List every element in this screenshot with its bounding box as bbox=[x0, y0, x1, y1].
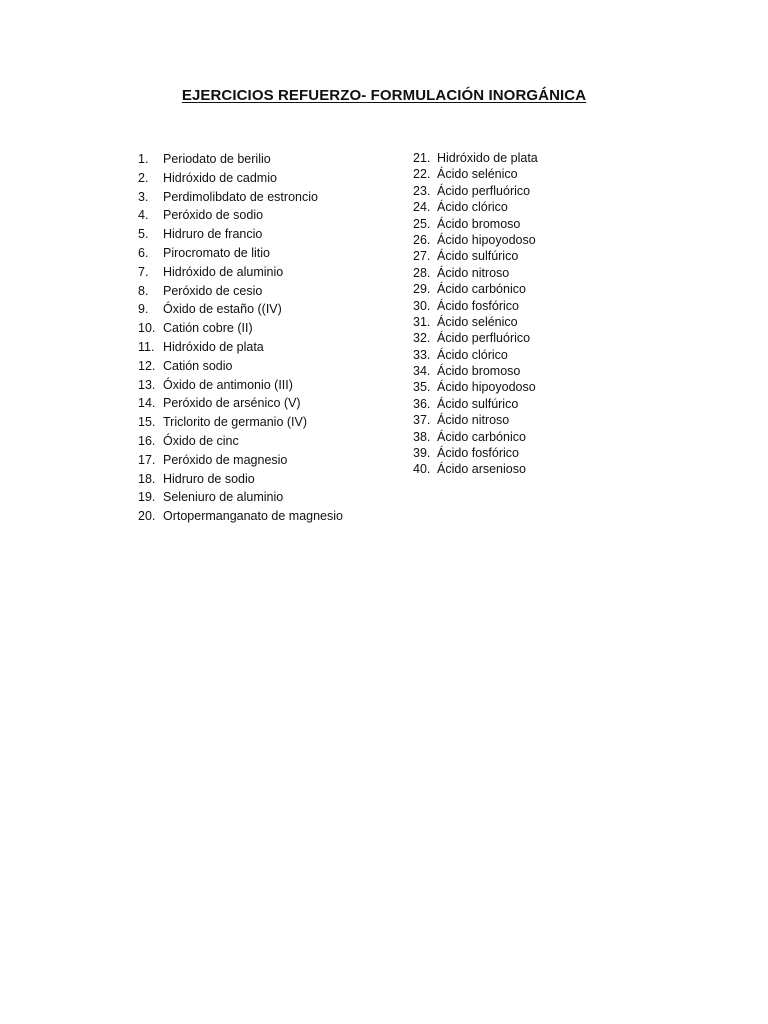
item-number: 15. bbox=[138, 415, 156, 430]
item-text: Catión sodio bbox=[163, 358, 233, 373]
item-number: 19. bbox=[138, 490, 156, 505]
list-item bbox=[413, 363, 538, 379]
item-text: Peróxido de cesio bbox=[163, 283, 263, 298]
item-text: Óxido de cinc bbox=[163, 433, 239, 448]
item-text: Ortopermanganato de magnesio bbox=[163, 509, 343, 524]
item-text: Hidruro de francio bbox=[163, 227, 263, 242]
item-text: Ácido perfluórico bbox=[437, 183, 531, 198]
item-number: 3. bbox=[138, 189, 149, 204]
item-text: Óxido de antimonio (III) bbox=[163, 377, 293, 392]
page-title-text: EJERCICIOS REFUERZO- FORMULACIÓN INORGÁNICA bbox=[181, 87, 587, 104]
item-text: Ácido selénico bbox=[437, 167, 518, 182]
item-text: Ácido sulfúrico bbox=[437, 249, 519, 264]
list-item bbox=[138, 338, 343, 357]
item-text: Seleniuro de aluminio bbox=[163, 490, 284, 505]
item-number: 27. bbox=[413, 249, 431, 264]
item-text: Ácido sulfúrico bbox=[437, 396, 519, 411]
item-text: Peróxido de arsénico (V) bbox=[163, 396, 301, 411]
list-item bbox=[413, 216, 538, 232]
item-number: 10. bbox=[138, 321, 156, 336]
item-number: 28. bbox=[413, 265, 431, 280]
item-number: 21. bbox=[413, 151, 431, 165]
list-item bbox=[138, 206, 343, 225]
list-item bbox=[413, 298, 538, 314]
item-number: 36. bbox=[413, 396, 431, 411]
exercise-list-right bbox=[413, 150, 538, 478]
item-number: 35. bbox=[413, 380, 431, 395]
item-number: 8. bbox=[138, 283, 149, 298]
item-text: Ácido fosfórico bbox=[437, 446, 519, 461]
item-number: 30. bbox=[413, 298, 431, 313]
list-item bbox=[138, 394, 343, 413]
item-text: Ácido perfluórico bbox=[437, 331, 531, 346]
list-item bbox=[413, 199, 538, 215]
list-item bbox=[413, 347, 538, 363]
item-text: Ácido hipoyodoso bbox=[437, 380, 536, 395]
item-number: 14. bbox=[138, 396, 156, 411]
item-text: Ácido selénico bbox=[437, 314, 518, 329]
item-number: 1. bbox=[138, 152, 149, 166]
item-text: Hidruro de sodio bbox=[163, 471, 255, 486]
item-number: 40. bbox=[413, 462, 431, 477]
list-item bbox=[138, 282, 343, 301]
item-number: 11. bbox=[138, 339, 155, 354]
list-item bbox=[138, 169, 343, 188]
list-item bbox=[138, 300, 343, 319]
item-text: Hidróxido de plata bbox=[437, 151, 538, 165]
list-item bbox=[138, 507, 343, 526]
item-text: Ácido clórico bbox=[437, 347, 508, 362]
item-number: 38. bbox=[413, 429, 431, 444]
list-item bbox=[138, 470, 343, 489]
item-text: Peróxido de sodio bbox=[163, 208, 264, 223]
list-item bbox=[413, 150, 538, 166]
item-number: 17. bbox=[138, 452, 156, 467]
list-item bbox=[413, 183, 538, 199]
item-text: Ácido nitroso bbox=[437, 413, 510, 428]
list-item bbox=[413, 429, 538, 445]
item-number: 32. bbox=[413, 331, 431, 346]
item-text: Ácido bromoso bbox=[437, 364, 521, 379]
list-item bbox=[413, 281, 538, 297]
exercise-list-left bbox=[138, 150, 343, 526]
list-item bbox=[138, 263, 343, 282]
list-item bbox=[138, 244, 343, 263]
item-number: 39. bbox=[413, 446, 431, 461]
item-text: Hidróxido de aluminio bbox=[163, 264, 284, 279]
list-item bbox=[138, 225, 343, 244]
item-number: 12. bbox=[138, 358, 156, 373]
item-number: 24. bbox=[413, 200, 431, 215]
item-number: 2. bbox=[138, 170, 149, 185]
item-text: Catión cobre (II) bbox=[163, 321, 253, 336]
list-item bbox=[138, 488, 343, 507]
list-item bbox=[138, 413, 343, 432]
list-item bbox=[413, 461, 538, 477]
item-number: 16. bbox=[138, 433, 156, 448]
item-number: 4. bbox=[138, 208, 149, 223]
item-text: Ácido clórico bbox=[437, 200, 508, 215]
item-number: 26. bbox=[413, 232, 431, 247]
list-item bbox=[138, 451, 343, 470]
item-number: 5. bbox=[138, 227, 149, 242]
list-item bbox=[413, 314, 538, 330]
item-number: 22. bbox=[413, 167, 431, 182]
item-text: Triclorito de germanio (IV) bbox=[163, 415, 308, 430]
item-number: 23. bbox=[413, 183, 431, 198]
item-number: 25. bbox=[413, 216, 431, 231]
list-item bbox=[413, 232, 538, 248]
item-number: 34. bbox=[413, 364, 431, 379]
item-number: 33. bbox=[413, 347, 431, 362]
list-item bbox=[413, 248, 538, 264]
item-number: 20. bbox=[138, 509, 156, 524]
item-text: Ácido arsenioso bbox=[437, 462, 526, 477]
list-item bbox=[138, 432, 343, 451]
list-item bbox=[413, 379, 538, 395]
item-text: Ácido carbónico bbox=[437, 429, 526, 444]
item-text: Peróxido de magnesio bbox=[163, 452, 288, 467]
item-text: Ácido carbónico bbox=[437, 282, 526, 297]
item-text: Ácido hipoyodoso bbox=[437, 232, 536, 247]
item-text: Hidróxido de plata bbox=[163, 339, 264, 354]
item-number: 7. bbox=[138, 264, 149, 279]
list-item bbox=[138, 150, 343, 169]
item-text: Periodato de berilio bbox=[163, 152, 271, 166]
item-text: Perdimolibdato de estroncio bbox=[163, 189, 318, 204]
item-number: 37. bbox=[413, 413, 431, 428]
item-text: Ácido bromoso bbox=[437, 216, 521, 231]
list-item bbox=[413, 412, 538, 428]
item-text: Pirocromato de litio bbox=[163, 245, 270, 260]
list-item bbox=[413, 166, 538, 182]
page-title bbox=[0, 87, 768, 104]
item-number: 18. bbox=[138, 471, 156, 486]
item-number: 9. bbox=[138, 302, 149, 317]
item-text: Ácido nitroso bbox=[437, 265, 510, 280]
item-text: Óxido de estaño ((IV) bbox=[163, 302, 282, 317]
list-item bbox=[138, 319, 343, 338]
list-item bbox=[413, 265, 538, 281]
list-item bbox=[413, 445, 538, 461]
item-text: Hidróxido de cadmio bbox=[163, 170, 277, 185]
item-number: 13. bbox=[138, 377, 156, 392]
list-item bbox=[413, 330, 538, 346]
item-number: 29. bbox=[413, 282, 431, 297]
item-number: 31. bbox=[413, 314, 431, 329]
list-item bbox=[413, 396, 538, 412]
item-number: 6. bbox=[138, 245, 149, 260]
list-item bbox=[138, 188, 343, 207]
list-item bbox=[138, 376, 343, 395]
item-text: Ácido fosfórico bbox=[437, 298, 519, 313]
list-item bbox=[138, 357, 343, 376]
